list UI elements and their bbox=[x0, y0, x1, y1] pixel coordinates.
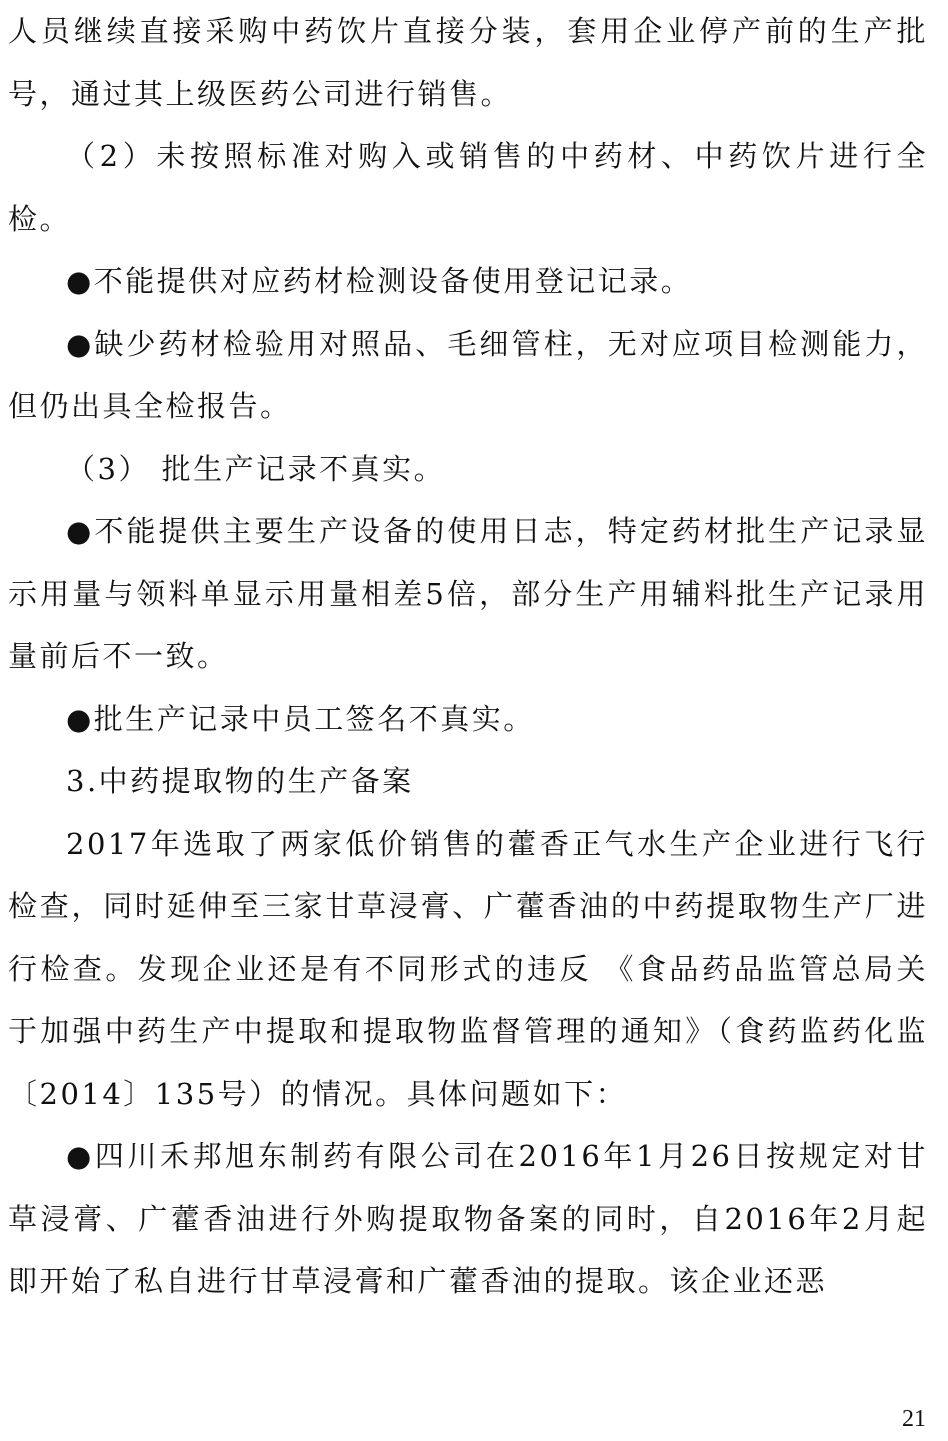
page-number: 21 bbox=[902, 1406, 926, 1432]
body-paragraph: 2017年选取了两家低价销售的藿香正气水生产企业进行飞行检查，同时延伸至三家甘草浸膏、广藿香油的中药提取物生产厂进行检查。发现企业还是有不同形式的违反 《食品药品监管总局关于加强中药生产中提取和提取物监督管理的通知》（食药监药化监〔2014〕135号）的情况。具体问题如下： bbox=[8, 826, 928, 1111]
section-heading: 3.中药提取物的生产备案 bbox=[66, 764, 414, 798]
bullet-item: ●不能提供主要生产设备的使用日志，特定药材批生产记录显示用量与领料单显示用量相差5倍，部分生产用辅料批生产记录用量前后不一致。 bbox=[8, 514, 928, 673]
bullet-item: ●缺少药材检验用对照品、毛细管柱，无对应项目检测能力，但仍出具全检报告。 bbox=[8, 326, 928, 423]
bullet-item: ●批生产记录中员工签名不真实。 bbox=[66, 701, 535, 736]
paragraph-item-3-heading: （3） 批生产记录不真实。 bbox=[66, 451, 446, 486]
bullet-item: ●不能提供对应药材检测设备使用登记记录。 bbox=[66, 264, 693, 298]
bullet-item: ●四川禾邦旭东制药有限公司在2016年1月26日按规定对甘草浸膏、广藿香油进行外购提取物备案的同时，自2016年2月起即开始了私自进行甘草浸膏和广藿香油的提取。该企业还恶 bbox=[8, 1139, 928, 1298]
body-text bbox=[8, 0, 928, 1313]
paragraph-item-2-heading: （2）未按照标准对购入或销售的中药材、中药饮片进行全检。 bbox=[8, 139, 928, 236]
paragraph-continuation: 人员继续直接采购中药饮片直接分装，套用企业停产前的生产批号，通过其上级医药公司进行销售。 bbox=[8, 14, 928, 111]
